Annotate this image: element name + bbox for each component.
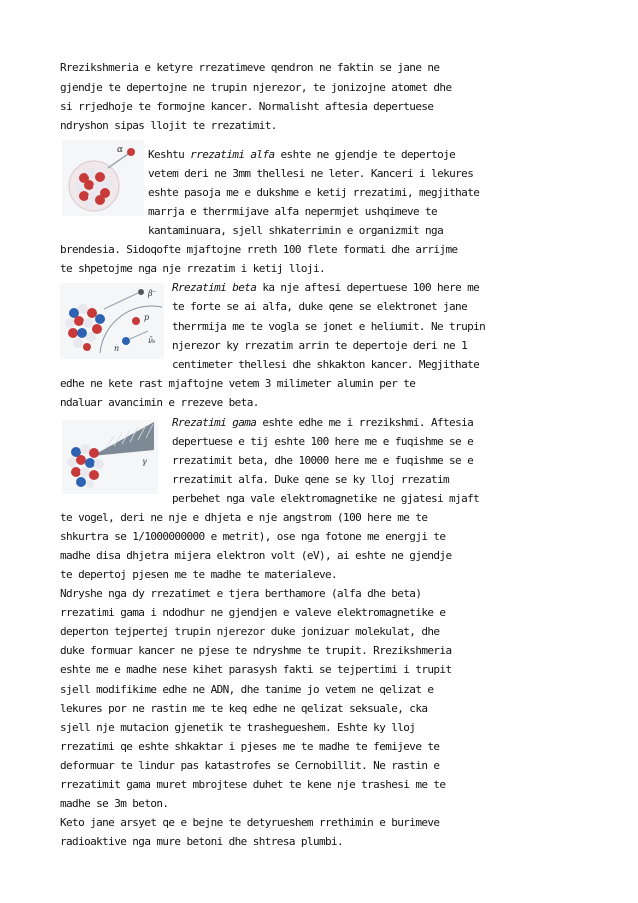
paragraph-2-line: duke formuar kancer ne pjese te ndryshme te trupit. Rrezikshmeria (60, 644, 452, 657)
paragraph-2-line: rrezatimi gama i ndodhur ne gjendjen e valeve elektromagnetike e (60, 606, 446, 619)
paragraph-2-line: eshte me e madhe nese kihet parasysh fakti se tejpertimi i trupit (60, 663, 452, 676)
alpha-lead: Keshtu (148, 148, 191, 161)
paragraph-2-line: deperton tejpertej trupin njerezor duke jonizuar molekulat, dhe (60, 625, 440, 638)
beta-line-1-rest: ka nje aftesi depertuese 100 here me (256, 281, 480, 294)
beta-line: edhe ne kete rast mjaftojne vetem 3 milimeter alumin per te (60, 377, 416, 390)
paragraph-3-line: radioaktive nga mure betoni dhe shtresa plumbi. (60, 835, 344, 848)
paragraph-2-line: rrezatimi qe eshte shkaktar i pjeses me te madhe te femijeve te (60, 740, 440, 753)
beta-line: njerezor ky rrezatim arrin te depertoje deri ne 1 (172, 339, 468, 352)
antineutrino-label: ν̄ₑ (148, 336, 155, 345)
gamma-line-1-rest: eshte edhe me i rrezikshmi. Aftesia (256, 416, 474, 429)
gamma-ray-figure (62, 420, 158, 494)
gamma-line: shkurtra se 1/1000000000 e metrit), ose nga fotone me energji te (60, 530, 446, 543)
alpha-line: eshte pasoja me e dukshme e ketij rrezatimi, megjithate (148, 186, 480, 199)
gamma-line: te depertoj pjesen me te madhe te materialeve. (60, 568, 338, 581)
paragraph-2-line: sjell modifikime edhe ne ADN, dhe tanime jo vetem ne qelizat e (60, 683, 434, 696)
paragraph-1-line: Rrezikshmeria e ketyre rrezatimeve qendron ne faktin se jane ne (60, 61, 440, 74)
paragraph-3-line: Keto jane arsyet qe e bejne te detyrueshem rrethimin e burimeve (60, 816, 440, 829)
alpha-particle-figure (62, 140, 144, 216)
beta-decay-figure (60, 283, 164, 359)
alpha-term: rrezatimi alfa (190, 148, 275, 161)
paragraph-2-line: rrezatimit gama muret mbrojtese duhet te kene nje trashesi me te (60, 778, 446, 791)
neutron-label: n (114, 344, 119, 353)
paragraph-1-line: ndryshon sipas llojit te rrezatimit. (60, 119, 277, 132)
alpha-line: vetem deri ne 3mm thellesi ne leter. Kanceri i lekures (148, 167, 474, 180)
alpha-line: te shpetojme nga nje rrezatim i ketij lloji. (60, 262, 325, 275)
paragraph-2-line: sjell nje mutacion gjenetik te trashegueshem. Eshte ky lloj (60, 721, 416, 734)
alpha-line: brendesia. Sidoqofte mjaftojne rreth 100 flete formati dhe arrijme (60, 243, 458, 256)
alpha-symbol-label: α (117, 145, 123, 155)
alpha-line-1 (148, 148, 455, 162)
neutron (122, 337, 130, 345)
alpha-line-1-rest: eshte ne gjendje te depertoje (274, 148, 456, 161)
gamma-line: depertuese e tij eshte 100 here me e fuqishme se e (172, 435, 474, 448)
alpha-line: kantaminuara, sjell shkaterrimin e organizmit nga (148, 224, 444, 237)
beta-line: ndaluar avancimin e rrezeve beta. (60, 396, 259, 409)
beta-term: Rrezatimi beta (172, 281, 257, 294)
paragraph-2-line: deformuar te lindur pas katastrofes se Cernobillit. Ne rastin e (60, 759, 440, 772)
alpha-line: marrja e therrmijave alfa nepermjet ushqimeve te (148, 205, 438, 218)
gamma-line: madhe disa dhjetra mijera elektron volt (eV), ai eshte ne gjendje (60, 549, 452, 562)
alpha-particle (127, 148, 135, 156)
gamma-line: rrezatimit beta, dhe 10000 here me e fuqishme se e (172, 454, 474, 467)
electron (138, 289, 144, 295)
beta-symbol-label: β⁻ (148, 289, 156, 298)
gamma-line: te vogel, deri ne nje e dhjeta e nje angstrom (100 here me te (60, 511, 428, 524)
paragraph-2-line: lekures por ne rastin me te keq edhe ne qelizat seksuale, cka (60, 702, 428, 715)
gamma-term: Rrezatimi gama (172, 416, 257, 429)
paragraph-2-line: Ndryshe nga dy rrezatimet e tjera berthamore (alfa dhe beta) (60, 587, 422, 600)
gamma-line-1 (172, 416, 473, 430)
paragraph-1-line: si rrjedhoje te formojne kancer. Normalisht aftesia depertuese (60, 100, 434, 113)
paragraph-2-line: madhe se 3m beton. (60, 797, 169, 810)
beta-line: te forte se ai alfa, duke qene se elektronet jane (172, 300, 468, 313)
beta-line: centimeter thellesi dhe shkakton kancer. Megjithate (172, 358, 480, 371)
proton (132, 317, 140, 325)
paragraph-1-line: gjendje te depertojne ne trupin njerezor, te jonizojne atomet dhe (60, 81, 452, 94)
gamma-line: rrezatimit alfa. Duke qene se ky lloj rrezatim (172, 473, 450, 486)
beta-line: therrmija me te vogla se jonet e heliumit. Ne trupin (172, 320, 486, 333)
gamma-line: perbehet nga vale elektromagnetike ne gjatesi mjaft (172, 492, 480, 505)
beta-line-1 (172, 281, 479, 295)
proton-label: p (144, 313, 149, 322)
gamma-symbol-label: γ (142, 457, 147, 466)
